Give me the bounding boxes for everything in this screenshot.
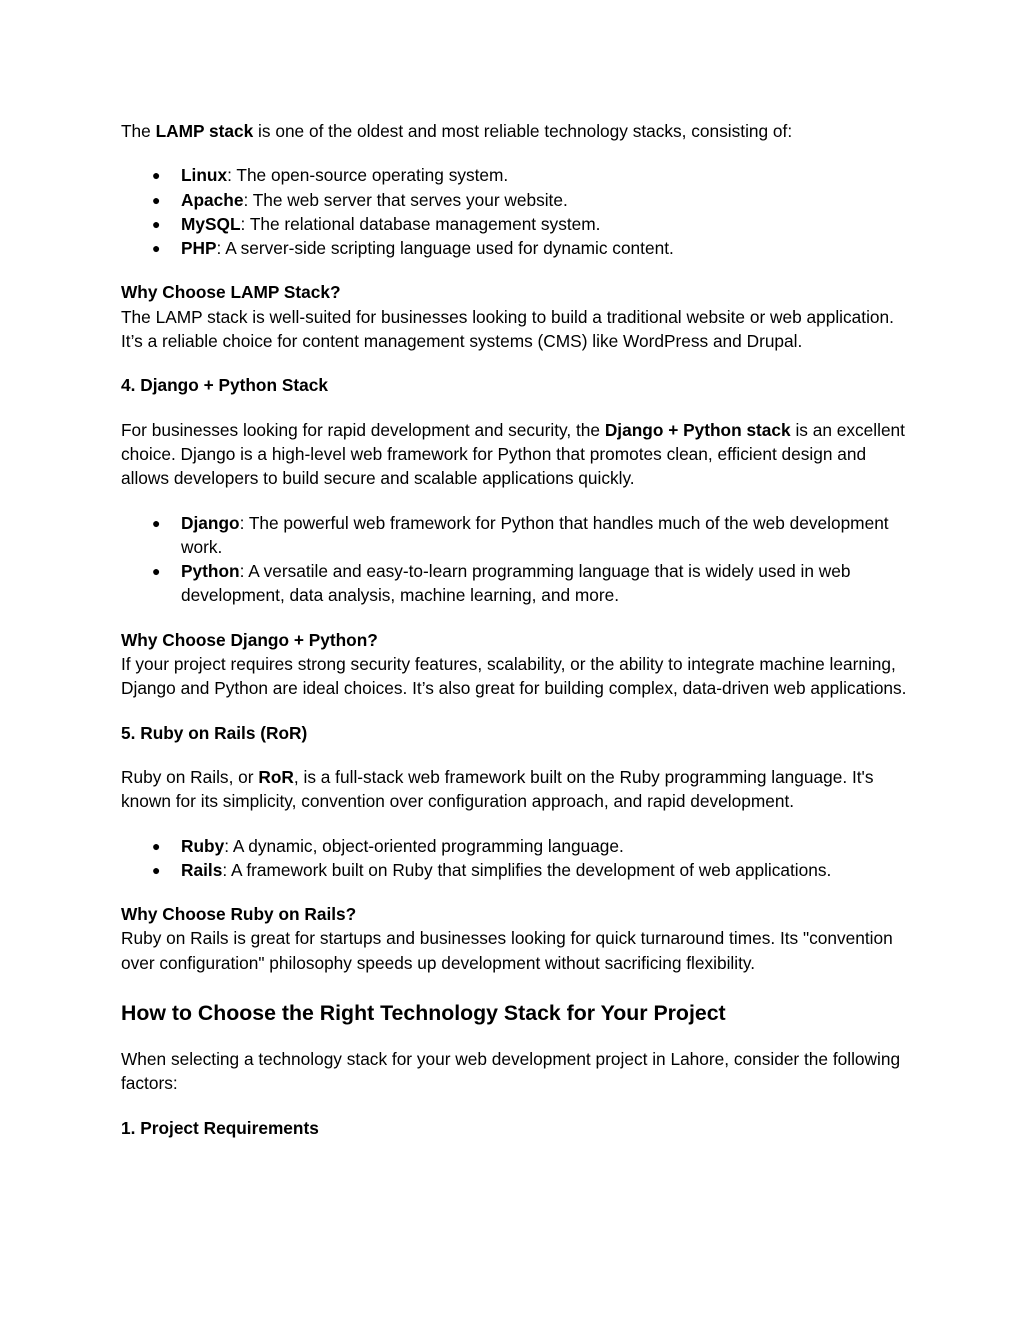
django-intro-text-end: is an excellent choice. Django is a high-level web framework for Python that promotes clean, efficient design and allows developers to build secure and scalable applications quickly. [121,419,905,489]
list-item-term: Linux [181,165,228,186]
django-intro-text: For businesses looking for rapid development and security, the [121,419,605,440]
lamp-intro-paragraph [121,119,911,143]
document-page [121,119,911,1140]
list-item [121,858,911,882]
rails-why-paragraph: Ruby on Rails is great for startups and businesses looking for quick turnaround times. Its "convention over configuration" philosophy speeds up development without sacrificing flexibility. [121,928,893,973]
list-item-desc: : A server-side scripting language used for dynamic content. [216,238,674,259]
rails-component-list [121,834,911,883]
list-item [121,163,911,187]
list-item-desc: : The web server that serves your website. [243,189,568,210]
bullet-icon: ● [152,240,161,257]
bullet-icon: ● [152,861,161,878]
list-item-desc: : The relational database management system. [240,213,601,234]
lamp-why-heading: Why Choose LAMP Stack? [121,282,341,303]
list-item-desc: : The powerful web framework for Python that handles much of the web development work. [181,512,889,557]
choose-intro-paragraph: When selecting a technology stack for your web development project in Lahore, consider the following factors: [121,1049,901,1094]
list-item-term: Ruby [181,835,225,856]
django-section-heading: 4. Django + Python Stack [121,375,328,396]
django-intro-bold: Django + Python stack [604,419,791,440]
list-item [121,511,911,560]
lamp-why-paragraph: The LAMP stack is well-suited for businesses looking to build a traditional website or web application. It’s a reliable choice for content management systems (CMS) like WordPress and Drupal. [121,306,894,352]
rails-intro-paragraph [121,765,911,814]
list-item-term: Rails [181,859,223,880]
bullet-icon: ● [152,514,161,531]
list-item-desc: : A framework built on Ruby that simplifies the development of web applications. [222,859,832,880]
list-item-desc: : The open-source operating system. [227,165,509,186]
bullet-icon: ● [152,563,161,580]
lamp-intro-bold: LAMP stack [155,121,254,141]
bullet-icon: ● [152,215,161,232]
list-item-desc: : A versatile and easy-to-learn programming language that is widely used in web development, data analysis, machine learning, and more. [181,561,851,606]
lamp-intro-text: The [121,121,156,141]
list-item [121,236,911,260]
django-why-paragraph: If your project requires strong security features, scalability, or the ability to integrate machine learning, Django and Python are ideal choices. It’s also great for building complex, data-driven web applications. [121,654,907,699]
list-item-term: Django [181,512,240,533]
django-component-list [121,511,911,608]
list-item-desc: : A dynamic, object-oriented programming language. [224,835,624,856]
project-requirements-heading: 1. Project Requirements [121,1117,319,1138]
choose-stack-heading: How to Choose the Right Technology Stack for Your Project [121,1001,726,1026]
rails-why-heading: Why Choose Ruby on Rails? [121,904,357,925]
bullet-icon: ● [152,167,161,184]
list-item [121,188,911,212]
rails-intro-bold: RoR [258,766,294,787]
rails-section-heading: 5. Ruby on Rails (RoR) [121,722,308,743]
list-item-term: MySQL [181,213,241,234]
list-item [121,212,911,236]
django-why-heading: Why Choose Django + Python? [121,629,378,650]
django-intro-paragraph [121,418,911,491]
bullet-icon: ● [152,837,161,854]
list-item-term: Apache [181,189,244,210]
rails-intro-text-end: , is a full-stack web framework built on the Ruby programming language. It's known for its simplicity, convention over configuration approach, and rapid development. [121,766,874,812]
lamp-intro-text-end: is one of the oldest and most reliable technology stacks, consisting of: [253,121,793,141]
list-item [121,559,911,608]
list-item-term: Python [181,561,240,582]
rails-intro-text: Ruby on Rails, or [121,766,259,787]
bullet-icon: ● [152,191,161,208]
lamp-component-list [121,163,911,260]
list-item-term: PHP [181,238,217,259]
list-item [121,834,911,858]
